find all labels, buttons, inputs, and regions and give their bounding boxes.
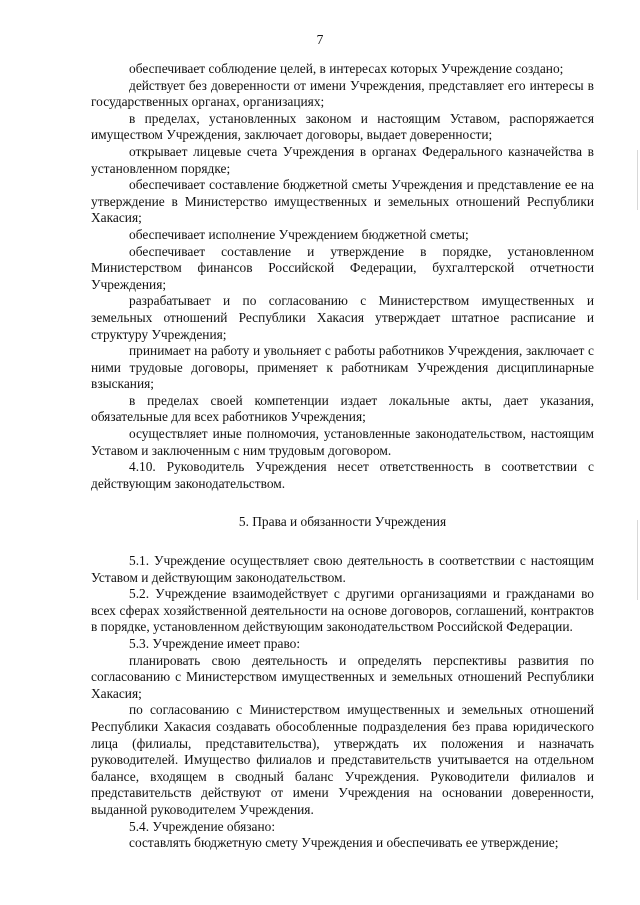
paragraph: 5.4. Учреждение обязано: [129,818,276,834]
page-edge-line [637,150,638,210]
paragraph: обеспечивает исполнение Учреждением бюджетной сметы; [129,226,469,242]
paragraph: открывает лицевые счета Учреждения в органах Федерального казначейства в установленном порядке; [91,143,594,176]
page-number: 7 [316,32,324,47]
paragraph: 5.1. Учреждение осуществляет свою деятельность в соответствии с настоящим Уставом и действующим законодательством. [91,553,594,585]
paragraph: 4.10. Руководитель Учреждения несет ответственность в соответствии с действующим законодательством. [91,459,594,491]
paragraph: планировать свою деятельность и определять перспективы развития по согласованию с Министерством имущественных и земельных отношений Республики Хакасия; [91,652,594,701]
paragraph: 5.2. Учреждение взаимодействует с другими организациями и гражданами во всех сферах хозяйственной деятельности на основе договоров, соглашений, контрактов в порядке, установленном действующим законодательством Российской Федерации. [91,586,594,635]
paragraph: принимает на работу и увольняет с работы работников Учреждения, заключает с ними трудовые договоры, применяет к работникам Учреждения дисциплинарные взыскания; [91,343,594,392]
paragraph: по согласованию с Министерством имущественных и земельных отношений Республики Хакасия создавать обособленные подразделения без права юридического лица (филиалы, представительства), утверждать их положения и назначать руководителей. Имущество филиалов и представительств учитывается на отдельном балансе, входящем в сводный баланс Учреждения. Руководители филиалов и представительств действуют от имени Учреждения на основании доверенности, выданной руководителем Учреждения. [91,702,594,817]
paragraph: обеспечивает составление бюджетной сметы Учреждения и представление ее на утверждение в Министерство имущественных и земельных отношений Республики Хакасия; [91,177,594,226]
paragraph: в пределах, установленных законом и настоящим Уставом, распоряжается имуществом Учреждения, заключает договоры, выдает доверенности; [91,110,594,143]
paragraph: действует без доверенности от имени Учреждения, представляет его интересы в государственных органах, организациях; [91,77,594,110]
paragraph: обеспечивает соблюдение целей, в интересах которых Учреждение создано; [129,61,564,76]
paragraph: разрабатывает и по согласованию с Министерством имущественных и земельных отношений Республики Хакасия утверждает штатное расписание и структуру Учреждения; [91,293,594,342]
paragraph: обеспечивает составление и утверждение в порядке, установленном Министерством финансов Российской Федерации, бухгалтерской отчетности Учреждения; [91,243,594,292]
document-body [91,61,594,852]
paragraph: составлять бюджетную смету Учреждения и обеспечивать ее утверждение; [129,835,559,851]
section-heading: 5. Права и обязанности Учреждения [238,514,447,530]
paragraph: в пределах своей компетенции издает локальные акты, дает указания, обязательные для всех работников Учреждения; [91,392,594,425]
paragraph: 5.3. Учреждение имеет право: [129,636,301,651]
paragraph: осуществляет иные полномочия, установленные законодательством, настоящим Уставом и заключенным с ним трудовым договором. [91,426,594,458]
page-edge-line [637,520,638,600]
